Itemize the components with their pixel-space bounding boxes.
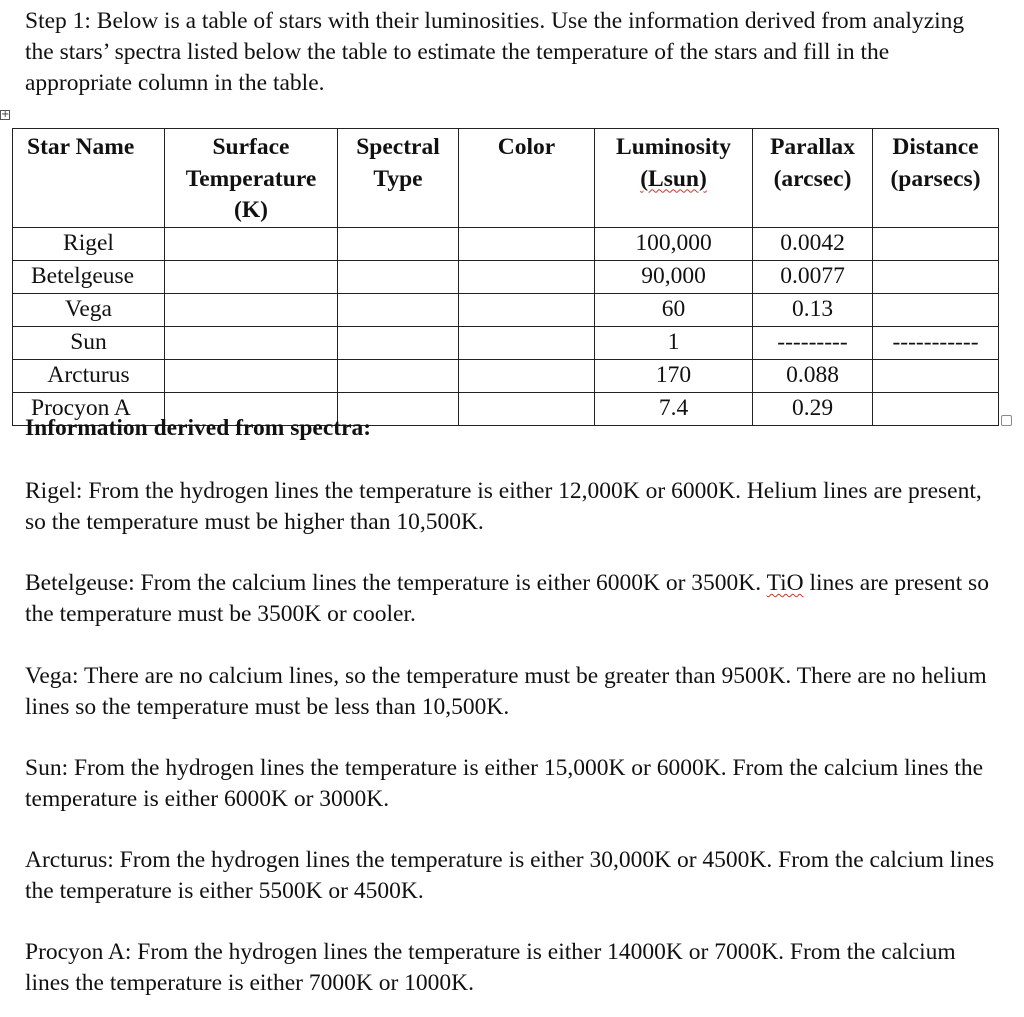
paragraph-rigel: Rigel: From the hydrogen lines the temperature is either 12,000K or 6000K. Helium lines are present, so the temperature must be higher than 10,500K.: [25, 478, 982, 535]
cell-color[interactable]: [459, 359, 595, 392]
header-spectral-type: Spectral Type: [338, 129, 459, 228]
table-move-handle-icon[interactable]: +: [1, 109, 10, 120]
paragraph-vega: Vega: There are no calcium lines, so the temperature must be greater than 9500K. There are no helium lines so the temperature must be less than 10,500K.: [25, 663, 987, 720]
header-parallax: Parallax (arcsec): [753, 129, 873, 228]
cell-distance[interactable]: [873, 359, 999, 392]
cell-parallax[interactable]: 0.0042: [753, 227, 873, 260]
stars-table: [12, 128, 999, 426]
cell-distance[interactable]: [873, 293, 999, 326]
table-resize-handle-icon[interactable]: [1001, 415, 1012, 426]
cell-spectral-type[interactable]: [338, 260, 459, 293]
cell-luminosity[interactable]: 100,000: [595, 227, 753, 260]
header-color: Color: [459, 129, 595, 228]
cell-star-name[interactable]: Procyon A: [13, 392, 165, 425]
cell-color[interactable]: [459, 392, 595, 425]
cell-surface-temperature[interactable]: [165, 227, 338, 260]
cell-distance[interactable]: [873, 392, 999, 425]
cell-star-name[interactable]: Betelgeuse: [13, 260, 165, 293]
cell-star-name[interactable]: Vega: [13, 293, 165, 326]
cell-star-name[interactable]: Sun: [13, 326, 165, 359]
tio-word: TiO: [766, 570, 804, 596]
cell-parallax[interactable]: ---------: [753, 326, 873, 359]
cell-surface-temperature[interactable]: [165, 260, 338, 293]
cell-spectral-type[interactable]: [338, 326, 459, 359]
header-distance: Distance (parsecs): [873, 129, 999, 228]
cell-spectral-type[interactable]: [338, 227, 459, 260]
cell-color[interactable]: [459, 227, 595, 260]
cell-star-name[interactable]: Arcturus: [13, 359, 165, 392]
paragraph-arcturus: Arcturus: From the hydrogen lines the temperature is either 30,000K or 4500K. From the calcium lines the temperature is either 5500K or 4500K.: [25, 847, 995, 904]
cell-parallax[interactable]: 0.0077: [753, 260, 873, 293]
cell-luminosity[interactable]: 90,000: [595, 260, 753, 293]
table-row: [13, 293, 999, 326]
intro-text: Step 1: Below is a table of stars with their luminosities. Use the information derived from analyzing the stars’ spectra listed below the table to estimate the temperature of the stars and fill in the appropriate column in the table.: [25, 8, 965, 96]
cell-luminosity[interactable]: 170: [595, 359, 753, 392]
paragraph-betelgeuse-part2: lines are present so the temperature must be 3500K or cooler.: [25, 570, 989, 627]
cell-luminosity[interactable]: 1: [595, 326, 753, 359]
table-row: [13, 260, 999, 293]
cell-surface-temperature[interactable]: [165, 293, 338, 326]
header-surface-temperature: Surface Temperature (K): [165, 129, 338, 228]
cell-color[interactable]: [459, 293, 595, 326]
paragraph-sun: Sun: From the hydrogen lines the temperature is either 15,000K or 6000K. From the calcium lines the temperature is either 6000K or 3000K.: [25, 755, 984, 812]
cell-parallax[interactable]: 0.29: [753, 392, 873, 425]
cell-parallax[interactable]: 0.088: [753, 359, 873, 392]
cell-spectral-type[interactable]: [338, 293, 459, 326]
cell-star-name[interactable]: Rigel: [13, 227, 165, 260]
cell-color[interactable]: [459, 260, 595, 293]
cell-distance[interactable]: [873, 227, 999, 260]
info-heading: Information derived from spectra:: [25, 415, 372, 441]
cell-surface-temperature[interactable]: [165, 359, 338, 392]
cell-luminosity[interactable]: 7.4: [595, 392, 753, 425]
cell-spectral-type[interactable]: [338, 359, 459, 392]
cell-color[interactable]: [459, 326, 595, 359]
cell-parallax[interactable]: 0.13: [753, 293, 873, 326]
paragraph-betelgeuse: [25, 568, 1000, 630]
paragraph-betelgeuse-part1: Betelgeuse: From the calcium lines the temperature is either 6000K or 3500K.: [25, 570, 767, 596]
paragraph-procyon: Procyon A: From the hydrogen lines the temperature is either 14000K or 7000K. From the calcium lines the temperature is either 7000K or 1000K.: [25, 939, 956, 996]
table-row: [13, 359, 999, 392]
table-row: [13, 227, 999, 260]
table-row: [13, 326, 999, 359]
table-header-row: [13, 129, 999, 228]
header-star-name: Star Name: [13, 129, 165, 228]
cell-surface-temperature[interactable]: [165, 326, 338, 359]
cell-distance[interactable]: -----------: [873, 326, 999, 359]
cell-luminosity[interactable]: 60: [595, 293, 753, 326]
header-luminosity: Luminosity (Lsun): [595, 129, 753, 228]
cell-distance[interactable]: [873, 260, 999, 293]
